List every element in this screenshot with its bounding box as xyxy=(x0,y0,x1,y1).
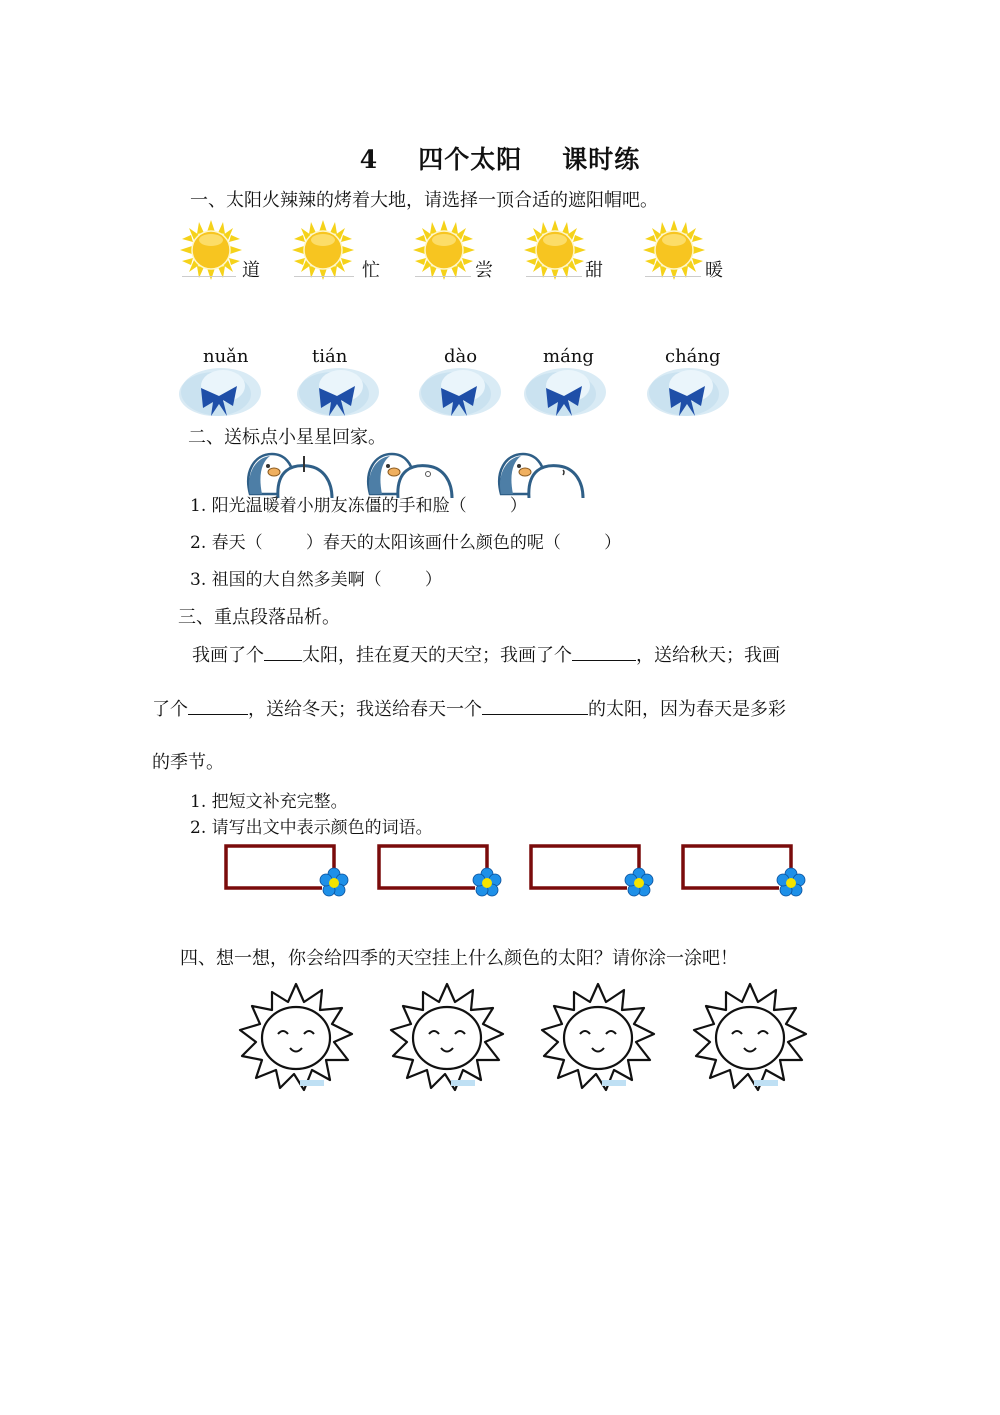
question-3: 3. 祖国的大自然多美啊（ ） xyxy=(190,570,442,590)
answer-box[interactable] xyxy=(679,842,809,897)
sun-hat-icon xyxy=(520,360,610,420)
lesson-name: 四个太阳 xyxy=(418,145,523,174)
sun-hat-icon xyxy=(643,360,733,420)
text: ，送给秋天；我画 xyxy=(636,645,780,666)
sun-char: 忙 xyxy=(362,260,380,281)
sun-hat-icon xyxy=(175,360,265,420)
section2-heading: 二、送标点小星星回家。 xyxy=(188,427,386,448)
section4-heading: 四、想一想，你会给四季的天空挂上什么颜色的太阳？请你涂一涂吧！ xyxy=(180,948,738,969)
paragraph-line-2 xyxy=(152,695,786,721)
sun-icon xyxy=(180,220,242,280)
section1-heading: 一、太阳火辣辣的烤着大地，请选择一顶合适的遮阳帽吧。 xyxy=(190,190,658,211)
question-2: 2. 春天（ ）春天的太阳该画什么颜色的呢（ ） xyxy=(190,533,622,553)
pinyin-label: máng xyxy=(543,346,594,367)
pinyin-label: cháng xyxy=(665,346,721,367)
answer-box[interactable] xyxy=(527,842,657,897)
pinyin-label: tián xyxy=(312,346,348,367)
coloring-sun-icon[interactable] xyxy=(540,982,656,1094)
task-1: 1. 把短文补充完整。 xyxy=(190,792,348,812)
page-title xyxy=(0,140,1000,176)
sun-icon xyxy=(524,220,586,280)
fill-blank[interactable] xyxy=(482,698,588,715)
paragraph-line-3: 的季节。 xyxy=(152,752,224,773)
text: 了个 xyxy=(152,699,188,720)
coloring-sun-icon[interactable] xyxy=(238,982,354,1094)
text: 我画了个 xyxy=(192,645,264,666)
text: 太阳，挂在夏天的天空；我画了个 xyxy=(302,645,572,666)
sun-char: 道 xyxy=(242,260,260,281)
sun-hat-icon xyxy=(293,360,383,420)
sun-char: 暖 xyxy=(705,260,723,281)
sun-icon xyxy=(643,220,705,280)
pinyin-label: nuǎn xyxy=(203,346,249,367)
answer-box[interactable] xyxy=(375,842,505,897)
sun-char: 尝 xyxy=(475,260,493,281)
sun-icon xyxy=(292,220,354,280)
answer-box[interactable] xyxy=(222,842,352,897)
task-2: 2. 请写出文中表示颜色的词语。 xyxy=(190,818,433,838)
text: ，送给冬天；我送给春天一个 xyxy=(248,699,482,720)
sun-hat-icon xyxy=(415,360,505,420)
section3-heading: 三、重点段落品析。 xyxy=(178,607,340,628)
question-1: 1. 阳光温暖着小朋友冻僵的手和脸（ ） xyxy=(190,496,527,516)
coloring-sun-icon[interactable] xyxy=(389,982,505,1094)
text: 的太阳，因为春天是多彩 xyxy=(588,699,786,720)
lesson-number: 4 xyxy=(359,145,379,174)
fill-blank[interactable] xyxy=(264,644,302,661)
paragraph-line-1 xyxy=(192,641,780,667)
fill-blank[interactable] xyxy=(572,644,636,661)
sun-icon xyxy=(413,220,475,280)
coloring-sun-icon[interactable] xyxy=(692,982,808,1094)
fill-blank[interactable] xyxy=(188,698,248,715)
sun-char: 甜 xyxy=(585,260,603,281)
lesson-suffix: 课时练 xyxy=(562,145,641,174)
pinyin-label: dào xyxy=(444,346,478,367)
